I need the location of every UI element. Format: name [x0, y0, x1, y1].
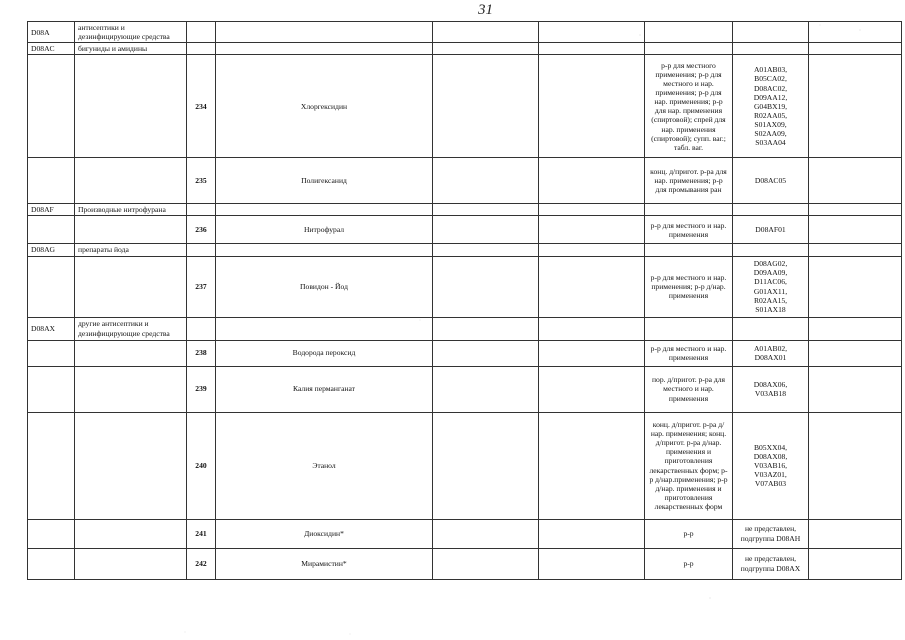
empty-cell: [433, 256, 539, 317]
drug-number-cell: 234: [187, 55, 216, 158]
empty-cell: [809, 22, 902, 43]
group-name-cell: [75, 519, 187, 548]
atc-codes-cell: D08AF01: [733, 216, 809, 244]
empty-cell: [809, 158, 902, 204]
drug-name-cell: Калия перманганат: [216, 366, 433, 412]
drug-number-cell: [187, 22, 216, 43]
drug-name-cell: Хлоргексидин: [216, 55, 433, 158]
atc-codes-cell: D08AC05: [733, 158, 809, 204]
dosage-form-cell: [645, 244, 733, 256]
atc-codes-cell: [733, 317, 809, 340]
group-name-cell: [75, 366, 187, 412]
group-name-cell: [75, 548, 187, 579]
empty-cell: [539, 22, 645, 43]
empty-cell: [433, 43, 539, 55]
dosage-form-cell: [645, 43, 733, 55]
empty-cell: [433, 548, 539, 579]
drug-row: [28, 256, 902, 317]
empty-cell: [809, 317, 902, 340]
empty-cell: [809, 412, 902, 519]
atc-code-cell: D08A: [28, 22, 75, 43]
empty-cell: [809, 244, 902, 256]
empty-cell: [433, 340, 539, 366]
drug-name-cell: Диоксидин*: [216, 519, 433, 548]
drug-row: [28, 519, 902, 548]
empty-cell: [809, 43, 902, 55]
atc-code-cell: [28, 412, 75, 519]
empty-cell: [539, 317, 645, 340]
drug-number-cell: 237: [187, 256, 216, 317]
group-row: [28, 204, 902, 216]
atc-code-cell: [28, 216, 75, 244]
atc-codes-cell: [733, 244, 809, 256]
drug-row: [28, 158, 902, 204]
dosage-form-cell: пор. д/пригот. р-ра для местного и нар. применения: [645, 366, 733, 412]
empty-cell: [433, 366, 539, 412]
drug-name-cell: Водорода пероксид: [216, 340, 433, 366]
dosage-form-cell: р-р для местного и нар. применения; р-р д/нар. применения: [645, 256, 733, 317]
empty-cell: [809, 519, 902, 548]
empty-cell: [539, 340, 645, 366]
drug-name-cell: Нитрофурал: [216, 216, 433, 244]
dosage-form-cell: конц. д/пригот. р-ра д/нар. применения; конц. д/пригот. р-ра д/нар. применения и приготовления лекарственных форм; р-р д/нар.применения; р-р д/нар. применения и приготовления лекарственных форм: [645, 412, 733, 519]
empty-cell: [539, 55, 645, 158]
empty-cell: [539, 412, 645, 519]
empty-cell: [433, 55, 539, 158]
atc-codes-cell: не представлен, подгруппа D08AH: [733, 519, 809, 548]
empty-cell: [433, 158, 539, 204]
drug-number-cell: [187, 204, 216, 216]
drug-number-cell: [187, 317, 216, 340]
atc-codes-cell: [733, 43, 809, 55]
atc-code-cell: [28, 55, 75, 158]
empty-cell: [433, 412, 539, 519]
drug-number-cell: [187, 43, 216, 55]
empty-cell: [809, 548, 902, 579]
group-row: [28, 43, 902, 55]
empty-cell: [433, 216, 539, 244]
drug-number-cell: 239: [187, 366, 216, 412]
empty-cell: [809, 216, 902, 244]
empty-cell: [809, 55, 902, 158]
atc-codes-cell: не представлен, подгруппа D08AX: [733, 548, 809, 579]
page-number: 31: [478, 2, 493, 18]
empty-cell: [809, 366, 902, 412]
drug-number-cell: 238: [187, 340, 216, 366]
atc-codes-cell: D08AG02, D09AA09, D11AC06, G01AX11, R02AA15, S01AX18: [733, 256, 809, 317]
drug-name-cell: Этанол: [216, 412, 433, 519]
drug-row: [28, 548, 902, 579]
atc-code-cell: [28, 519, 75, 548]
drug-name-cell: [216, 204, 433, 216]
atc-code-cell: [28, 340, 75, 366]
atc-codes-cell: [733, 204, 809, 216]
empty-cell: [433, 317, 539, 340]
group-name-cell: [75, 55, 187, 158]
atc-code-cell: [28, 158, 75, 204]
table-body: [28, 22, 902, 580]
empty-cell: [433, 22, 539, 43]
group-name-cell: другие антисептики и дезинфицирующие средства: [75, 317, 187, 340]
atc-codes-cell: A01AB03, B05CA02, D08AC02, D09AA12, G04BX19, R02AA05, S01AX09, S02AA09, S03AA04: [733, 55, 809, 158]
atc-code-cell: D08AF: [28, 204, 75, 216]
dosage-form-cell: [645, 22, 733, 43]
empty-cell: [539, 519, 645, 548]
dosage-form-cell: [645, 317, 733, 340]
drug-row: [28, 412, 902, 519]
drug-row: [28, 340, 902, 366]
dosage-form-cell: р-р для местного применения; р-р для местного и нар. применения; р-р для нар. применения; р-р для нар. применения (спиртовой); спрей для нар. применения (спиртовой); супп. ваг.; табл. ваг.: [645, 55, 733, 158]
empty-cell: [433, 204, 539, 216]
drug-name-cell: [216, 22, 433, 43]
empty-cell: [809, 256, 902, 317]
dosage-form-cell: конц. д/пригот. р-ра для нар. применения; р-р для промывания ран: [645, 158, 733, 204]
drug-number-cell: [187, 244, 216, 256]
drug-number-cell: 236: [187, 216, 216, 244]
drug-name-cell: Повидон - Йод: [216, 256, 433, 317]
empty-cell: [539, 43, 645, 55]
drug-name-cell: Полигексанид: [216, 158, 433, 204]
empty-cell: [539, 256, 645, 317]
empty-cell: [539, 216, 645, 244]
drug-number-cell: 240: [187, 412, 216, 519]
drug-number-cell: 241: [187, 519, 216, 548]
drug-row: [28, 216, 902, 244]
atc-codes-cell: B05XX04, D08AX08, V03AB16, V03AZ01, V07AB03: [733, 412, 809, 519]
empty-cell: [433, 244, 539, 256]
group-name-cell: [75, 256, 187, 317]
group-name-cell: Производные нитрофурана: [75, 204, 187, 216]
group-name-cell: [75, 340, 187, 366]
atc-code-cell: D08AX: [28, 317, 75, 340]
dosage-form-cell: р-р: [645, 519, 733, 548]
empty-cell: [539, 548, 645, 579]
group-name-cell: [75, 158, 187, 204]
dosage-form-cell: [645, 204, 733, 216]
empty-cell: [539, 158, 645, 204]
group-name-cell: препараты йода: [75, 244, 187, 256]
empty-cell: [539, 204, 645, 216]
drug-name-cell: [216, 43, 433, 55]
group-name-cell: бигуниды и амидины: [75, 43, 187, 55]
group-name-cell: антисептики и дезинфицирующие средства: [75, 22, 187, 43]
group-name-cell: [75, 412, 187, 519]
drug-name-cell: [216, 244, 433, 256]
drug-number-cell: 242: [187, 548, 216, 579]
atc-code-cell: [28, 256, 75, 317]
group-row: [28, 22, 902, 43]
atc-code-cell: [28, 366, 75, 412]
drug-name-cell: [216, 317, 433, 340]
atc-code-cell: D08AG: [28, 244, 75, 256]
atc-codes-cell: [733, 22, 809, 43]
drug-number-cell: 235: [187, 158, 216, 204]
empty-cell: [539, 244, 645, 256]
atc-code-cell: D08AC: [28, 43, 75, 55]
drug-row: [28, 366, 902, 412]
group-name-cell: [75, 216, 187, 244]
empty-cell: [809, 340, 902, 366]
drug-name-cell: Мирамистин*: [216, 548, 433, 579]
dosage-form-cell: р-р для местного и нар. применения: [645, 340, 733, 366]
atc-codes-cell: A01AB02, D08AX01: [733, 340, 809, 366]
empty-cell: [433, 519, 539, 548]
group-row: [28, 317, 902, 340]
drug-table: [27, 21, 902, 580]
dosage-form-cell: р-р для местного и нар. применения: [645, 216, 733, 244]
empty-cell: [539, 366, 645, 412]
atc-code-cell: [28, 548, 75, 579]
group-row: [28, 244, 902, 256]
drug-row: [28, 55, 902, 158]
empty-cell: [809, 204, 902, 216]
dosage-form-cell: р-р: [645, 548, 733, 579]
atc-codes-cell: D08AX06, V03AB18: [733, 366, 809, 412]
